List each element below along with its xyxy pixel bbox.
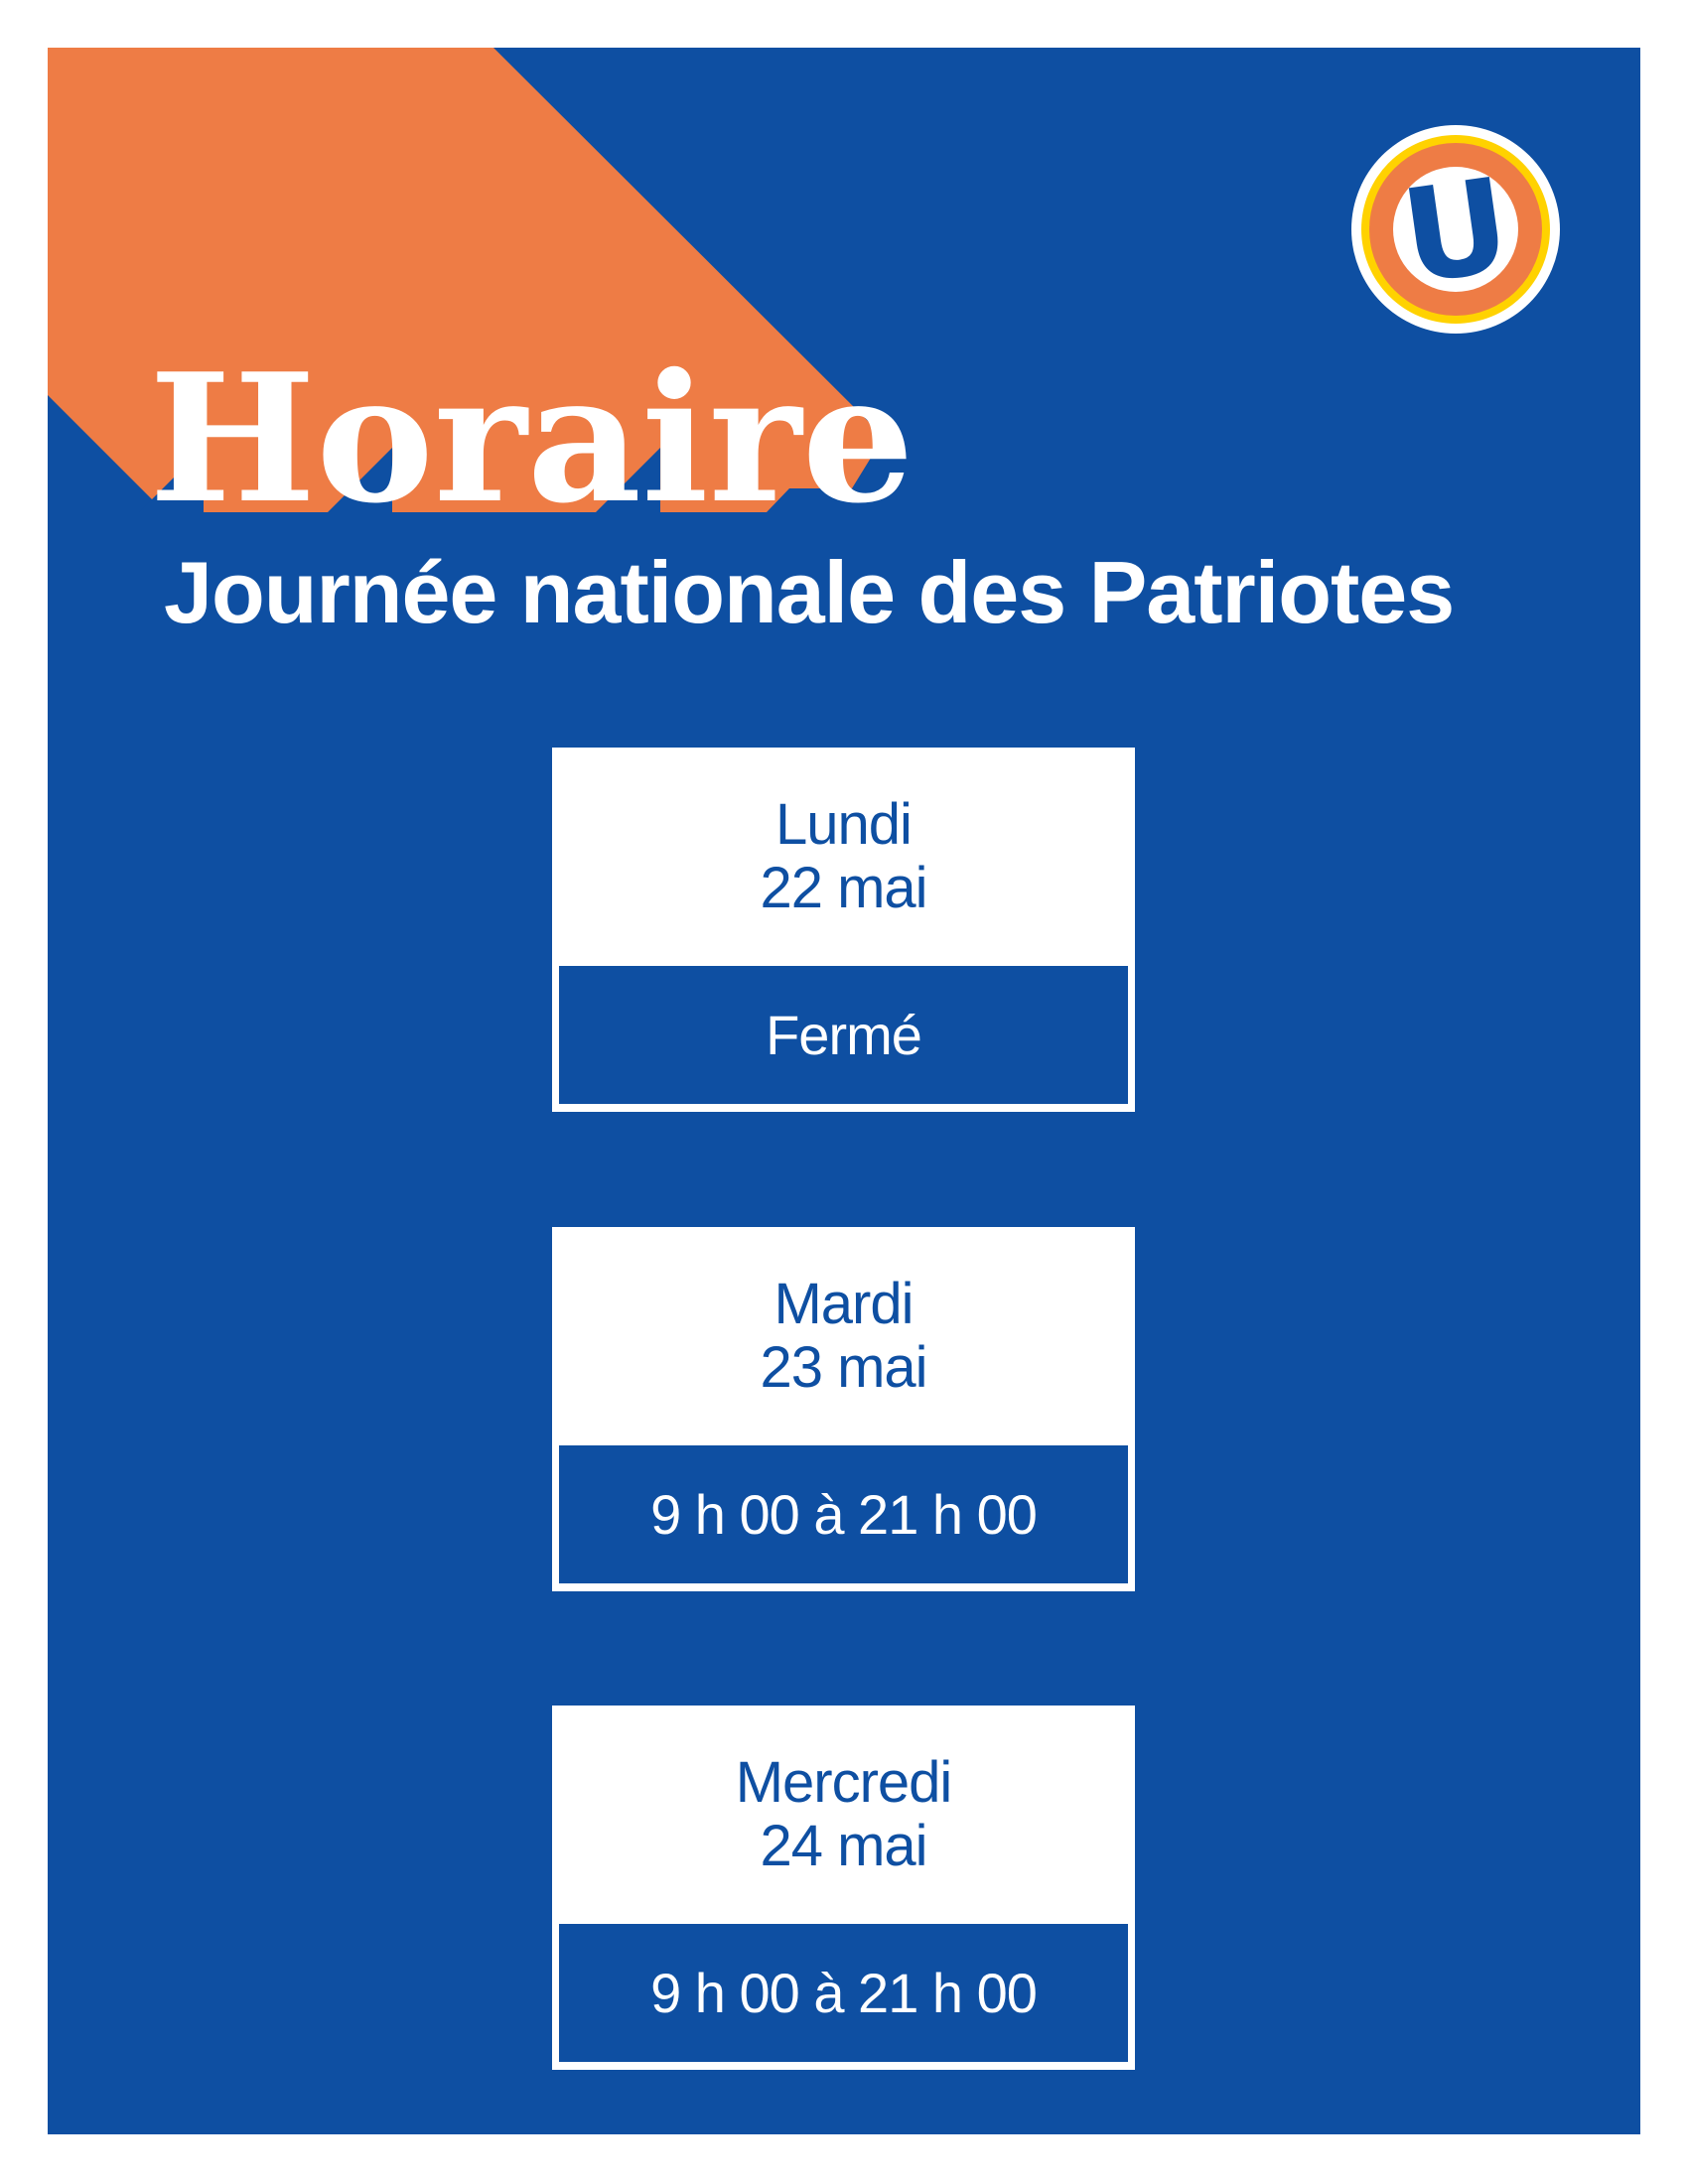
poster-title: Horaire xyxy=(149,335,914,542)
poster-background xyxy=(48,48,1640,2134)
schedule-card-lundi xyxy=(552,748,1135,1112)
poster-subtitle: Journée nationale des Patriotes xyxy=(164,543,1455,641)
logo-letter: U xyxy=(1393,149,1519,314)
card-day: Mardi xyxy=(774,1272,914,1336)
schedule-card-mercredi xyxy=(552,1706,1135,2070)
card-day: Lundi xyxy=(775,792,912,857)
card-hours-strip xyxy=(559,1445,1128,1583)
card-date: 22 mai xyxy=(760,856,927,920)
card-hours-strip xyxy=(559,966,1128,1104)
brand-logo xyxy=(1351,125,1560,334)
card-hours: 9 h 00 à 21 h 00 xyxy=(650,1482,1037,1546)
card-hours: 9 h 00 à 21 h 00 xyxy=(650,1961,1037,2024)
card-header xyxy=(552,748,1135,966)
card-hours: Fermé xyxy=(766,1003,921,1066)
card-date: 24 mai xyxy=(760,1814,927,1878)
card-hours-strip xyxy=(559,1924,1128,2062)
card-header xyxy=(552,1227,1135,1445)
card-day: Mercredi xyxy=(735,1750,952,1815)
card-header xyxy=(552,1706,1135,1924)
schedule-card-mardi xyxy=(552,1227,1135,1591)
card-date: 23 mai xyxy=(760,1335,927,1400)
